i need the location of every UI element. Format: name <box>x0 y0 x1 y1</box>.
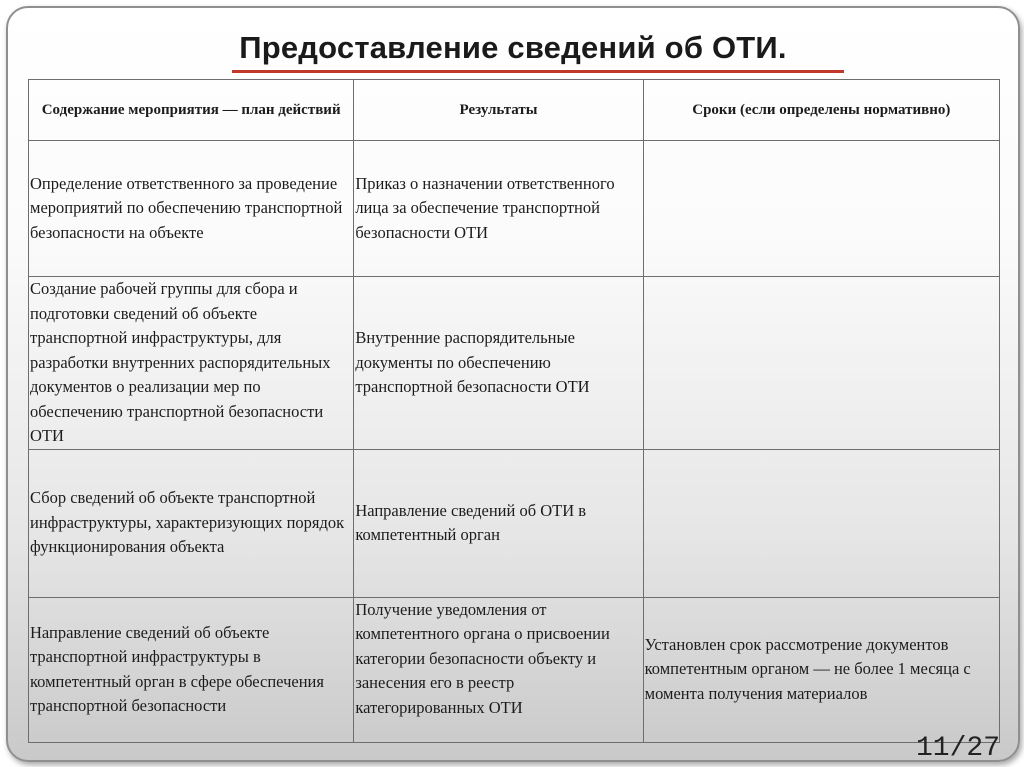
page-title: Предоставление сведений об ОТИ. <box>239 30 787 65</box>
slide <box>6 6 1020 762</box>
table-header-row <box>29 80 1000 141</box>
cell-deadline <box>643 277 999 450</box>
cell-deadline <box>643 449 999 597</box>
page-number: 11/27 <box>915 733 1000 762</box>
header-deadline: Сроки (если определены нормативно) <box>643 80 999 141</box>
table-row <box>29 141 1000 277</box>
cell-deadline: Установлен срок рассмотрение документов компетентным органом — не более 1 месяца с момента получения материалов <box>643 597 999 742</box>
cell-deadline <box>643 141 999 277</box>
title-underline <box>232 70 844 73</box>
table-row <box>29 277 1000 450</box>
cell-result: Направление сведений об ОТИ в компетентный орган <box>354 449 643 597</box>
plan-table <box>28 79 1000 743</box>
cell-action: Сбор сведений об объекте транспортной инфраструктуры, характеризующих порядок функционирования объекта <box>29 449 354 597</box>
header-result: Результаты <box>354 80 643 141</box>
table-row <box>29 597 1000 742</box>
cell-result: Внутренние распорядительные документы по обеспечению транспортной безопасности ОТИ <box>354 277 643 450</box>
table-row <box>29 449 1000 597</box>
cell-result: Получение уведомления от компетентного органа о присвоении категории безопасности объекту и занесения его в реестр категорированных ОТИ <box>354 597 643 742</box>
cell-action: Создание рабочей группы для сбора и подготовки сведений об объекте транспортной инфраструктуры, для разработки внутренних распорядительных документов о реализации мер по обеспечению транспортной безопасности ОТИ <box>29 277 354 450</box>
cell-result: Приказ о назначении ответственного лица за обеспечение транспортной безопасности ОТИ <box>354 141 643 277</box>
cell-action: Направление сведений об объекте транспортной инфраструктуры в компетентный орган в сфере обеспечения транспортной безопасности <box>29 597 354 742</box>
cell-action: Определение ответственного за проведение мероприятий по обеспечению транспортной безопасности на объекте <box>29 141 354 277</box>
header-action: Содержание мероприятия — план действий <box>29 80 354 141</box>
